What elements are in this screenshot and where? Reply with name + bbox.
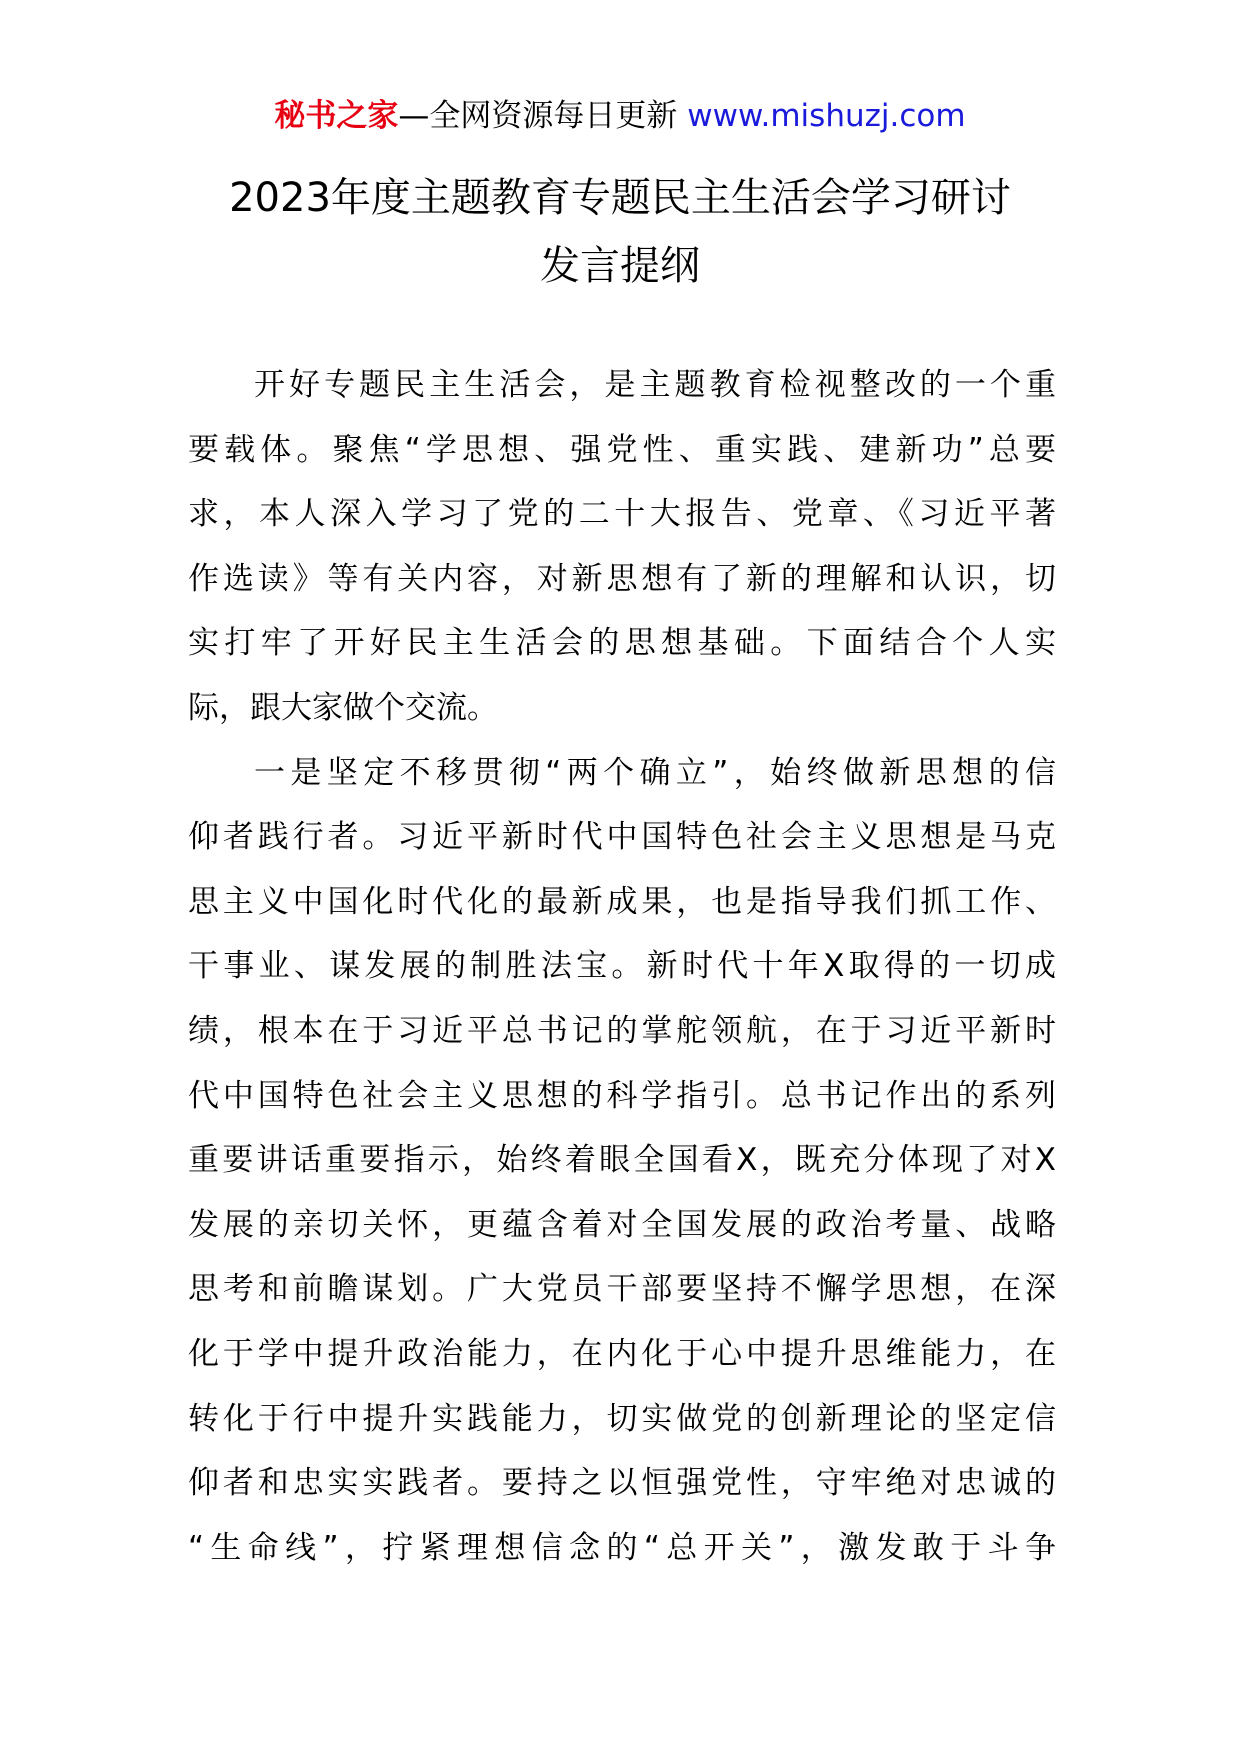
body-line: 一是坚定不移贯彻“两个确立”，始终做新思想的信 <box>254 754 1056 791</box>
body-line: 开好专题民主生活会，是主题教育检视整改的一个重 <box>254 367 1056 403</box>
site-url-link[interactable]: www.mishuzj.com <box>687 98 966 134</box>
body-line: “生命线”，拧紧理想信念的“总开关”，激发敢于斗争 <box>188 1529 1056 1566</box>
body-line: 仰者和忠实实践者。要持之以恒强党性，守牢绝对忠诚的 <box>188 1465 1056 1502</box>
site-brand: 秘书之家 <box>274 98 399 134</box>
body-line: 际，跟大家做个交流。 <box>188 689 498 726</box>
body-line: 思主义中国化时代化的最新成果，也是指导我们抓工作、 <box>188 883 1056 920</box>
body-line: 转化于行中提升实践能力，切实做党的创新理论的坚定信 <box>188 1400 1056 1437</box>
body-line: 化于学中提升政治能力，在内化于心中提升思维能力，在 <box>188 1335 1056 1372</box>
body-line: 发展的亲切关怀，更蕴含着对全国发展的政治考量、战略 <box>188 1206 1056 1243</box>
body-line: 作选读》等有关内容，对新思想有了新的理解和认识，切 <box>188 560 1056 597</box>
document-body <box>188 353 1056 1580</box>
body-line: 绩，根本在于习近平总书记的掌舵领航，在于习近平新时 <box>188 1012 1056 1049</box>
body-line: 要载体。聚焦“学思想、强党性、重实践、建新功”总要 <box>188 431 1056 468</box>
body-line: 代中国特色社会主义思想的科学指引。总书记作出的系列 <box>188 1077 1056 1114</box>
site-header <box>0 94 1240 138</box>
body-line: 重要讲话重要指示，始终着眼全国看X，既充分体现了对X <box>188 1142 1056 1179</box>
body-line: 思考和前瞻谋划。广大党员干部要坚持不懈学思想，在深 <box>188 1271 1056 1308</box>
body-line: 实打牢了开好民主生活会的思想基础。下面结合个人实 <box>188 625 1056 662</box>
body-line: 求，本人深入学习了党的二十大报告、党章、《习近平著 <box>188 496 1056 533</box>
document-title-line-1: 2023年度主题教育专题民主生活会学习研讨 <box>229 175 1011 221</box>
body-line: 仰者践行者。习近平新时代中国特色社会主义思想是马克 <box>188 819 1056 856</box>
document-title <box>0 164 1240 300</box>
site-tagline: —全网资源每日更新 <box>398 98 688 134</box>
document-title-line-2: 发言提纲 <box>540 243 700 289</box>
body-line: 干事业、谋发展的制胜法宝。新时代十年X取得的一切成 <box>188 948 1056 985</box>
